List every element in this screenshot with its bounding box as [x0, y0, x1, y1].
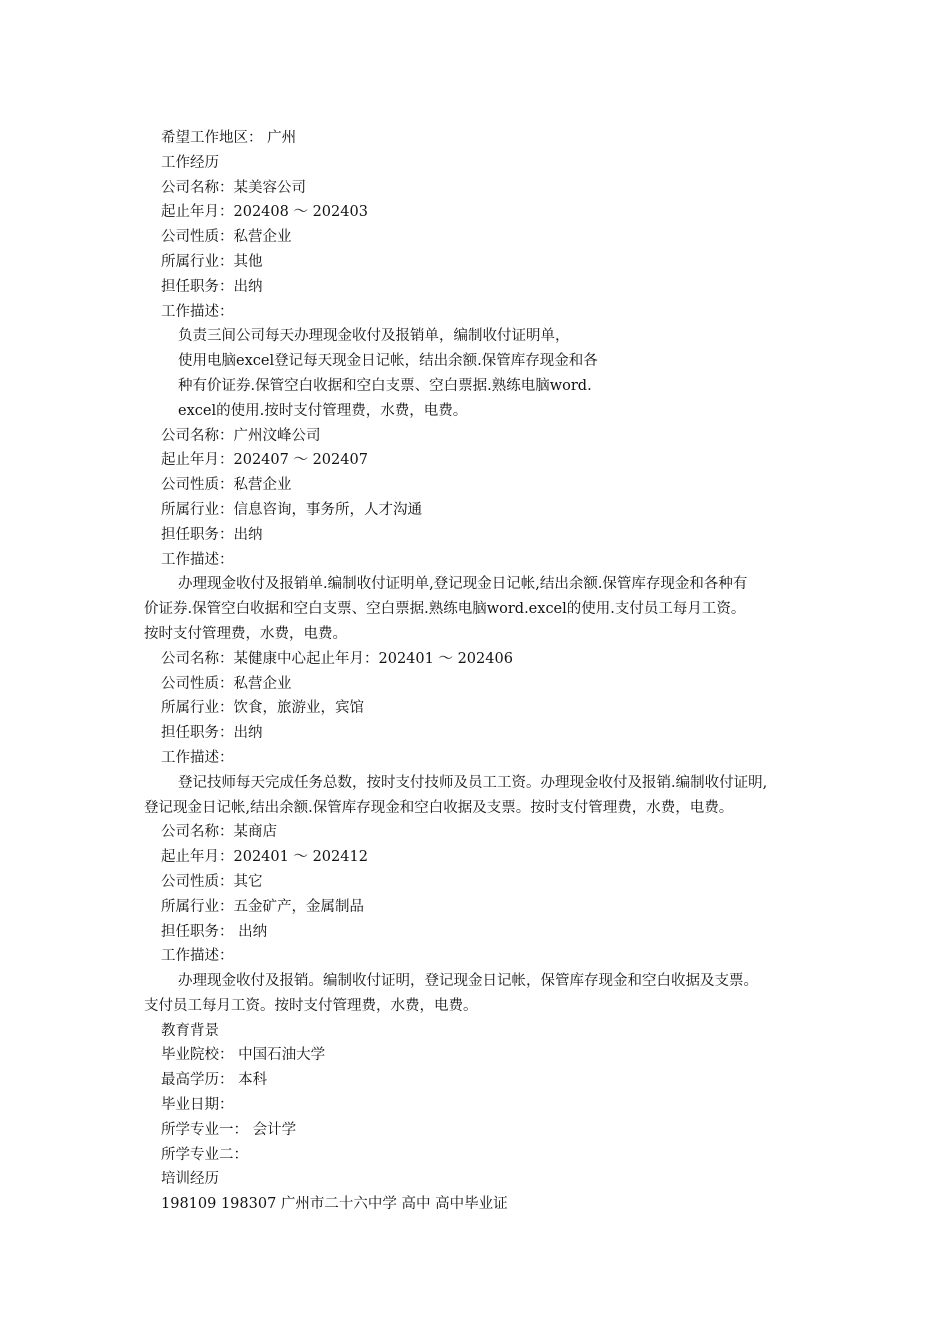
description-line: 办理现金收付及报销。编制收付证明，登记现金日记帐，保管库存现金和空白收据及支票。: [178, 973, 758, 990]
resume-page: [144, 126, 816, 1217]
position: 担任职务：出纳: [161, 725, 263, 742]
job-description: [144, 572, 816, 646]
description-label: 工作描述：: [161, 749, 234, 766]
job-entry: [144, 176, 816, 424]
description-label: 工作描述：: [161, 948, 234, 965]
company-nature: 公司性质：私营企业: [161, 477, 292, 494]
company-nature: 公司性质：其它: [161, 873, 263, 890]
description-line: 负责三间公司每天办理现金收付及报销单，编制收付证明单，: [178, 328, 570, 345]
description-line: 办理现金收付及报销单.编制收付证明单,登记现金日记帐,结出余额.保管库存现金和各种有: [178, 576, 748, 593]
description-line: 登记现金日记帐,结出余额.保管库存现金和空白收据及支票。按时支付管理费，水费，电费。: [144, 799, 734, 816]
description-line: 支付员工每月工资。按时支付管理费，水费，电费。: [144, 997, 478, 1014]
industry: 所属行业：五金矿产，金属制品: [161, 898, 364, 915]
period: 起止年月：202408 ～ 202403: [161, 204, 368, 221]
position: 担任职务：出纳: [161, 526, 263, 543]
degree: 最高学历： 本科: [161, 1072, 268, 1089]
education-title: 教育背景: [161, 1022, 219, 1039]
job-description: [144, 969, 816, 1019]
job-description: [144, 324, 816, 423]
description-line: excel的使用.按时支付管理费，水费，电费。: [178, 402, 468, 419]
description-line: 价证券.保管空白收据和空白支票、空白票据.熟练电脑word.excel的使用.支付员工每月工资。: [144, 601, 746, 618]
graduation-date: 毕业日期：: [161, 1097, 234, 1114]
description-label: 工作描述：: [161, 551, 234, 568]
desired-location: 希望工作地区： 广州: [161, 130, 297, 146]
training-title: 培训经历: [161, 1171, 219, 1188]
job-entry: [144, 647, 816, 821]
work-history-title: 工作经历: [161, 154, 219, 171]
major-one: 所学专业一： 会计学: [161, 1121, 297, 1138]
description-line: 使用电脑excel登记每天现金日记帐，结出余额.保管库存现金和各: [178, 353, 598, 370]
company-name: 公司名称：广州汶峰公司: [161, 427, 321, 444]
description-line: 按时支付管理费，水费，电费。: [144, 625, 347, 642]
education-section: [144, 1019, 816, 1168]
description-line: 种有价证券.保管空白收据和空白支票、空白票据.熟练电脑word.: [178, 377, 592, 394]
industry: 所属行业：信息咨询，事务所，人才沟通: [161, 501, 422, 518]
company-name: 公司名称：某商店: [161, 824, 277, 841]
company-nature: 公司性质：私营企业: [161, 675, 292, 692]
job-entry: [144, 820, 816, 1018]
training-entry: 198109 198307 广州市二十六中学 高中 高中毕业证: [161, 1196, 508, 1213]
industry: 所属行业：其他: [161, 253, 263, 270]
description-label: 工作描述：: [161, 303, 234, 320]
company-nature: 公司性质：私营企业: [161, 229, 292, 246]
position: 担任职务： 出纳: [161, 923, 268, 940]
training-section: [144, 1167, 816, 1217]
school: 毕业院校： 中国石油大学: [161, 1047, 326, 1064]
period: 起止年月：202401 ～ 202412: [161, 849, 368, 866]
job-entry: [144, 424, 816, 647]
major-two: 所学专业二：: [161, 1146, 248, 1163]
position: 担任职务：出纳: [161, 278, 263, 295]
job-description: [144, 771, 816, 821]
company-name: 公司名称：某美容公司: [161, 179, 306, 196]
industry: 所属行业：饮食，旅游业，宾馆: [161, 700, 364, 717]
company-name: 公司名称：某健康中心起止年月：202401 ～ 202406: [161, 650, 513, 667]
description-line: 登记技师每天完成任务总数，按时支付技师及员工工资。办理现金收付及报销.编制收付证明,: [178, 774, 768, 791]
period: 起止年月：202407 ～ 202407: [161, 452, 368, 469]
